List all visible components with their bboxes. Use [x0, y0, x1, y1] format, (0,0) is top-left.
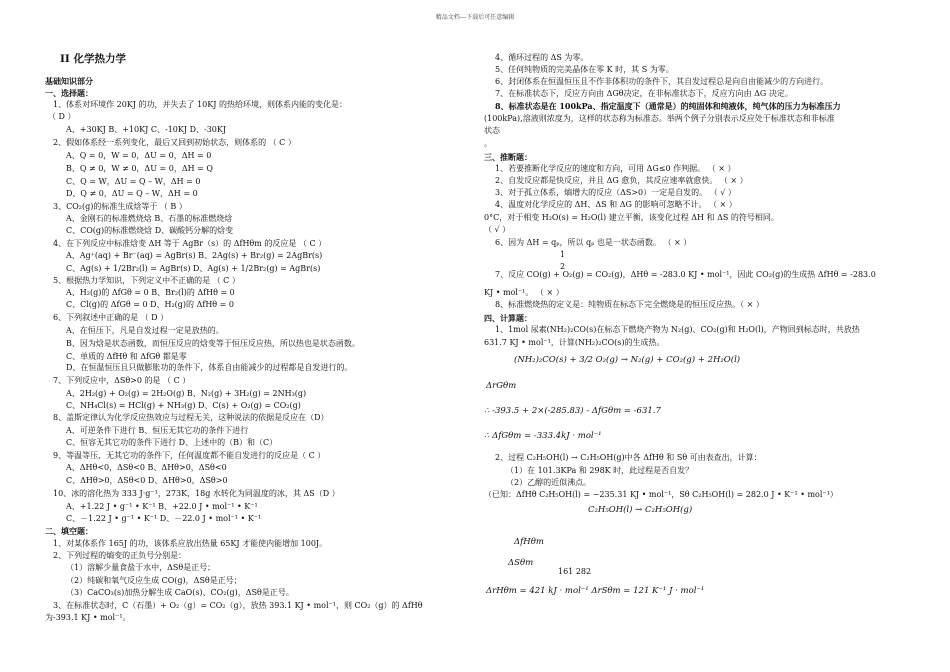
right-text-line: 3、对于孤立体系，熵增大的反应（ΔS>0）一定是自发的。 （ √ ）: [495, 188, 736, 197]
left-text-line: A、可逆条件下进行 B、恒压无其它功的条件下进行: [66, 426, 249, 435]
right-text-line: 6、封闭体系在恒温恒压且不作非体积功的条件下，其自发过程总是向自由能减少的方向进行。: [495, 77, 829, 86]
left-text-line: C、Cl(g)的 ΔfGθ = 0 D、H₂(g)的 ΔfHθ = 0: [66, 300, 234, 309]
left-text-line: 9、等温等压，无其它功的条件下，任何温度都不能自发进行的反应是（ C ）: [53, 451, 326, 460]
right-text-line: C₂H₅OH(l) → C₂H₅OH(g): [588, 505, 693, 515]
right-text-line: 6、因为 ΔH = qₚ，所以 qₚ 也是一状态函数。 （ × ）: [495, 238, 692, 247]
left-text-line: A、+1.22 J • g⁻¹ • K⁻¹ B、+22.0 J • mol⁻¹ • K⁻¹: [66, 502, 258, 511]
left-text-line: 6、下列叙述中正确的是 （ D ）: [53, 313, 169, 322]
page-header: 精品文档---下载后可任意编辑: [435, 14, 515, 21]
right-text-line: （已知：ΔfHθ C₂H₅OH(l) = −235.31 KJ • mol⁻¹，Sθ C₂H₅OH(l) = 282.0 J • K⁻¹ • mol⁻¹）: [484, 490, 838, 499]
left-text-line: 一、选择题：: [45, 88, 93, 98]
left-text-line: C、NH₄Cl(s) = HCl(g) + NH₃(g) D、C(s) + O₂(g) = CO₂(g): [66, 401, 301, 410]
right-text-line: 。: [484, 139, 492, 148]
left-text-line: 基础知识部分: [45, 76, 93, 86]
left-text-line: A、2H₂(g) + O₂(g) = 2H₂O(g) B、N₂(g) + 3H₂(g) = 2NH₃(g): [66, 389, 307, 398]
right-text-line: 1、若要推断化学反应的速度和方向，可用 ΔG≤0 作判据。 （ × ）: [495, 164, 736, 173]
right-text-line: （1）在 101.3KPa 和 298K 时，此过程是否自发？: [506, 466, 694, 475]
left-text-line: B、因为焓是状态函数，而恒压反应的焓变等于恒压反应热，所以热也是状态函数。: [66, 339, 360, 348]
left-text-line: 3、CO₂(g)的标准生成焓等于 （ B ）: [53, 202, 187, 211]
right-text-line: ΔrHθm = 421 kJ · mol⁻¹ ΔrSθm = 121 K⁻¹ J · mol⁻¹: [486, 586, 705, 596]
right-text-line: 0°C，对于相变 H₂O(s) = H₂O(l) 建立平衡，该变化过程 ΔH 和 ΔS 的符号相同。: [484, 213, 779, 222]
left-text-line: A、ΔHθ<0，ΔSθ<0 B、ΔHθ>0，ΔSθ<0: [66, 463, 227, 472]
right-text-line: （ √ ）: [484, 225, 511, 234]
left-text-line: A、H₂(g)的 ΔfGθ = 0 B、Br₂(l)的 ΔfHθ = 0: [66, 288, 235, 297]
right-text-line: 7、反应 CO(g) + O₂(g) = CO₂(g)，ΔHθ = -283.0 KJ • mol⁻¹，因此 CO₂(g)的生成热 ΔfHθ = -283.0: [495, 270, 876, 279]
left-text-line: 8、盖斯定律认为化学反应热效应与过程无关，这种说法的依据是反应在（D）: [53, 413, 329, 422]
right-text-line: 8、标准状态是在 100kPa、指定温度下（通常是）的纯固体和纯液体，纯气体的压力为标准压力: [495, 101, 841, 111]
left-text-line: 4、在下列反应中标准焓变 ΔH 等于 AgBr（s）的 ΔfHθm 的反应是 （ C ）: [53, 239, 327, 248]
left-text-line: 为-393.1 KJ • mol⁻¹。: [45, 613, 131, 622]
right-text-line: ∴ -393.5 + 2×(-285.83) - ΔfGθm = -631.7: [484, 406, 661, 416]
left-text-line: C、ΔHθ>0，ΔSθ<0 D、ΔHθ>0，ΔSθ>0: [66, 476, 228, 485]
right-text-line: 631.7 KJ • mol⁻¹，计算(NH₂)₂CO(s)的生成热。: [484, 338, 665, 347]
left-text-line: A、Ag⁺(aq) + Br⁻(aq) = AgBr(s) B、2Ag(s) + Br₂(g) = 2AgBr(s): [66, 251, 323, 260]
left-text-line: （3）CaCO₃(s)加热分解生成 CaO(s)、CO₂(g)，ΔSθ是正号。: [66, 588, 294, 597]
left-text-line: （2）纯碳和氧气反应生成 CO(g)，ΔSθ是正号；: [66, 576, 242, 585]
right-text-line: 2、自发反应都是快反应，并且 ΔG 愈负，其反应速率就愈快。 （ × ）: [495, 176, 748, 185]
left-text-line: 3、在标准状态时，C（石墨）+ O₂（g）= CO₂（g），放热 393.1 KJ • mol⁻¹，则 CO₂（g）的 ΔfHθ: [53, 601, 423, 610]
right-text-line: 4、温度对化学反应的 ΔH、ΔS 和 ΔG 的影响可忽略不计。 （ × ）: [495, 200, 737, 209]
right-text-line: 三、推断题：: [484, 152, 532, 162]
right-text-line: 1: [560, 250, 566, 259]
left-text-line: C、CO(g)的标准燃烧焓 D、碳酸钙分解的焓变: [66, 226, 234, 235]
left-text-line: （1）溶解少量食盐于水中，ΔSθ是正号；: [66, 563, 216, 572]
right-text-line: ΔfHθm: [514, 537, 544, 547]
right-text-line: 161 282: [558, 567, 592, 576]
right-text-line: 4、循环过程的 ΔS 为零。: [495, 53, 589, 62]
left-text-line: II 化学热力学: [60, 53, 126, 65]
left-text-line: D、Q ≠ 0，ΔU = Q – W，ΔH = 0: [66, 189, 198, 198]
left-text-line: 二、填空题：: [45, 526, 93, 536]
left-text-line: 5、根据热力学知识，下列定义中不正确的是 （ C ）: [53, 276, 240, 285]
left-text-line: C、恒容无其它功的条件下进行 D、上述中的（B）和（C）: [66, 438, 278, 447]
right-text-line: 8、标准燃烧热的定义是：纯物质在标态下完全燃烧是的恒压反应热。（ × ）: [495, 300, 764, 309]
left-text-line: C、Ag(s) + 1/2Br₂(l) = AgBr(s) D、Ag(s) + 1/2Br₂(g) = AgBr(s): [66, 264, 321, 273]
left-text-line: B、Q ≠ 0，W ≠ 0，ΔU = 0，ΔH = Q: [66, 164, 213, 173]
right-text-line: (NH₂)₂CO(s) + 3/2 O₂(g) → N₂(g) + CO₂(g) + 2H₂O(l): [514, 355, 741, 365]
left-text-line: C、单质的 ΔfHθ 和 ΔfGθ 都是零: [66, 352, 187, 361]
left-text-line: A、金刚石的标准燃烧焓 B、石墨的标准燃烧焓: [66, 214, 233, 223]
right-text-line: 2、过程 C₂H₅OH(l) → C₂H₅OH(g)中各 ΔfHθ 和 Sθ 可由表查出，计算：: [495, 453, 762, 462]
left-text-line: 10、冰的溶化热为 333 J·g⁻¹，273K，18g 水转化为同温度的冰，其 ΔS（D ）: [53, 489, 340, 498]
right-text-line: KJ • mol⁻¹。 （ × ）: [484, 288, 564, 297]
left-text-line: A、在恒压下，凡是自发过程一定是放热的。: [66, 326, 224, 335]
right-text-line: ∴ ΔfGθm = -333.4kJ · mol⁻¹: [484, 431, 602, 441]
right-text-line: 2: [560, 262, 566, 271]
right-text-line: 5、任何纯物质的完美晶体在零 K 时，其 S 为零。: [495, 65, 674, 74]
left-text-line: （ D ）: [48, 112, 76, 121]
left-text-line: 2、假如体系经一系列变化，最后又回到初始状态，则体系的 （ C ）: [53, 138, 296, 147]
left-text-line: D、在恒温恒压且只做膨胀功的条件下，体系自由能减少的过程都是自发进行的。: [66, 363, 353, 372]
right-text-line: 状态: [484, 126, 500, 135]
left-text-line: 7、下列反应中，ΔSθ>0 的是 （ C ）: [53, 376, 191, 385]
left-text-line: 1、体系对环境作 20KJ 的功，并失去了 10KJ 的热给环境，则体系内能的变化是：: [53, 100, 347, 109]
left-text-line: C、－1.22 J • g⁻¹ • K⁻¹ D、－22.0 J • mol⁻¹ • K⁻¹: [66, 514, 262, 523]
right-text-line: ΔSθm: [508, 558, 534, 568]
right-text-line: 四、计算题：: [484, 313, 532, 323]
left-text-line: 2、下列过程的熵变的正负号分别是：: [53, 551, 187, 560]
left-text-line: A、+30KJ B、+10KJ C、-10KJ D、-30KJ: [66, 125, 227, 134]
right-text-line: 7、在标准状态下，反应方向由 ΔGθ决定，在非标准状态下，反应方向由 ΔG 决定。: [495, 89, 793, 98]
right-text-line: 1、1mol 尿素(NH₂)₂CO(s)在标态下燃烧产物为 N₂(g)、CO₂(g)和 H₂O(l)，产物回到标态时，共放热: [495, 325, 860, 334]
right-text-line: ΔrGθm: [486, 381, 517, 391]
left-text-line: C、Q = W，ΔU = Q – W，ΔH = 0: [66, 177, 201, 186]
right-text-line: （2）乙醇的近似沸点。: [506, 478, 592, 487]
left-text-line: A、Q = 0，W = 0，ΔU = 0，ΔH = 0: [66, 151, 212, 160]
right-text-line: (100kPa),溶液则浓度为，这样的状态称为标准态。举两个例子分别表示反应处于标准状态和非标准: [484, 114, 835, 123]
left-text-line: 1、对某体系作 165J 的功，该体系应放出热量 65KJ 才能使内能增加 100J。: [53, 539, 328, 548]
